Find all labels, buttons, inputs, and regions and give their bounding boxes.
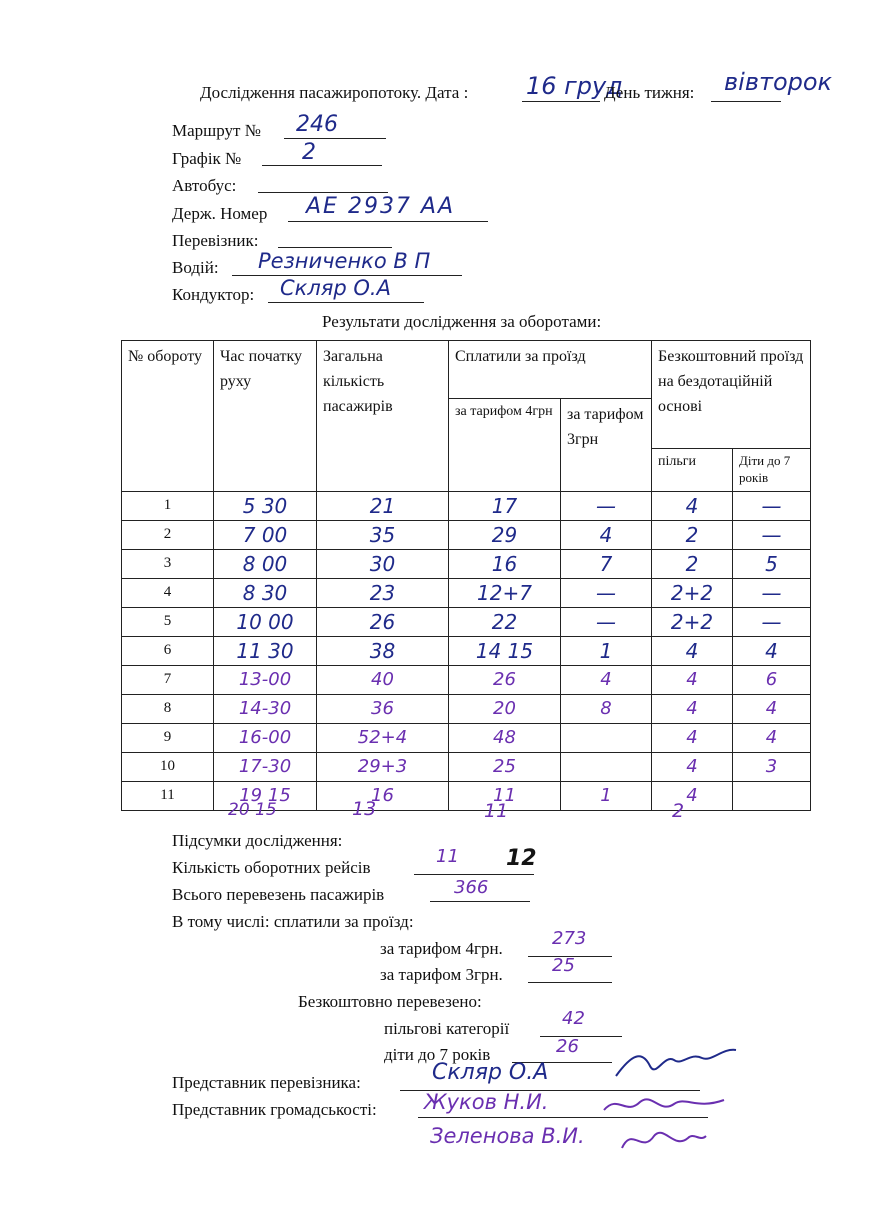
route-underline — [284, 138, 386, 139]
cell-t4: 48 — [449, 723, 561, 752]
cell-n: 11 — [122, 781, 214, 810]
carrier-rep-label: Представник перевізника: — [172, 1073, 361, 1092]
cell-t4: 20 — [449, 694, 561, 723]
cell-total: 40 — [317, 665, 449, 694]
cell-t3: 8 — [561, 694, 652, 723]
cell-n: 6 — [122, 636, 214, 665]
cell-time: 5 30 — [214, 491, 317, 520]
cell-time: 13-00 — [214, 665, 317, 694]
cell-t3: — — [561, 491, 652, 520]
public-rep-signature-2 — [618, 1120, 708, 1160]
cell-children: 4 — [733, 694, 811, 723]
cell-total: 35 — [317, 520, 449, 549]
schedule-value: 2 — [302, 140, 316, 165]
cell-n: 2 — [122, 520, 214, 549]
date-value: 16 груд — [526, 72, 623, 100]
cell-t4: 12+7 — [449, 578, 561, 607]
driver-value: Резниченко В П — [258, 249, 431, 273]
header-paid-4: за тарифом 4грн — [449, 399, 561, 492]
cell-n: 5 — [122, 607, 214, 636]
cell-t3: — — [561, 578, 652, 607]
bus-underline — [258, 192, 388, 193]
cell-benefit: 4 — [652, 491, 733, 520]
cell-total: 52+4 — [317, 723, 449, 752]
children-value: 26 — [556, 1036, 579, 1057]
plate-value: AE 2937 AA — [306, 194, 456, 219]
carrier-rep-signature — [612, 1040, 742, 1090]
cell-benefit: 4 — [652, 781, 733, 810]
schedule-underline — [262, 165, 382, 166]
header-free: Безкоштовний проїзд на бездотаційній основі — [652, 341, 811, 449]
cell-t4: 22 — [449, 607, 561, 636]
cell-t4: 17 — [449, 491, 561, 520]
paid3-value: 25 — [552, 955, 575, 976]
cell-t4: 14 15 — [449, 636, 561, 665]
cell-total: 26 — [317, 607, 449, 636]
cell-t4: 16 — [449, 549, 561, 578]
benefit-underline — [540, 1036, 622, 1037]
table-row — [122, 520, 811, 549]
carrier-label: Перевізник: — [172, 231, 259, 250]
header-free-benefit: пільги — [652, 449, 733, 492]
public-rep-value: Жуков Н.И. — [424, 1090, 549, 1114]
table-row — [122, 723, 811, 752]
children-label: діти до 7 років — [384, 1045, 491, 1064]
free-label: Безкоштовно перевезено: — [298, 992, 482, 1011]
table-row — [122, 549, 811, 578]
summary-title: Підсумки дослідження: — [172, 831, 343, 850]
header-paid: Сплатили за проїзд — [449, 341, 652, 399]
table-row — [122, 636, 811, 665]
table-row — [122, 665, 811, 694]
weekday-label: День тижня: — [604, 83, 695, 102]
cell-time: 19 15 — [214, 781, 317, 810]
total-underline — [430, 901, 530, 902]
cell-children: — — [733, 578, 811, 607]
schedule-label: Графік № — [172, 149, 242, 168]
table-row — [122, 578, 811, 607]
cell-t3: 4 — [561, 665, 652, 694]
extra-benefit: 2 — [672, 800, 685, 822]
total-label: Всього перевезень пасажирів — [172, 885, 385, 904]
trips-value: 11 — [436, 846, 459, 867]
conductor-label: Кондуктор: — [172, 285, 255, 304]
cell-benefit: 4 — [652, 723, 733, 752]
cell-total: 21 — [317, 491, 449, 520]
table-row — [122, 607, 811, 636]
plate-underline — [288, 221, 488, 222]
public-rep-label: Представник громадськості: — [172, 1100, 377, 1119]
cell-time: 10 00 — [214, 607, 317, 636]
cell-benefit: 4 — [652, 665, 733, 694]
cell-t4: 11 — [449, 781, 561, 810]
cell-n: 1 — [122, 491, 214, 520]
cell-t4: 25 — [449, 752, 561, 781]
cell-children: 5 — [733, 549, 811, 578]
cell-benefit: 4 — [652, 636, 733, 665]
bus-label: Автобус: — [172, 176, 237, 195]
table-row — [122, 694, 811, 723]
cell-n: 3 — [122, 549, 214, 578]
cell-time: 7 00 — [214, 520, 317, 549]
carrier-rep-value: Скляр О.А — [432, 1060, 549, 1085]
cell-t3: 4 — [561, 520, 652, 549]
cell-time: 8 00 — [214, 549, 317, 578]
table-row — [122, 491, 811, 520]
cell-total: 16 — [317, 781, 449, 810]
cell-time: 17-30 — [214, 752, 317, 781]
carrier-underline — [278, 247, 392, 248]
extra-time: 20 15 — [228, 800, 277, 820]
cell-benefit: 2+2 — [652, 607, 733, 636]
cell-children — [733, 781, 811, 810]
cell-t3: 7 — [561, 549, 652, 578]
trips-label: Кількість оборотних рейсів — [172, 858, 371, 877]
paid4-value: 273 — [552, 928, 587, 949]
route-value: 246 — [296, 112, 338, 137]
public-rep-value-2: Зеленова В.И. — [430, 1124, 585, 1148]
cell-children: 6 — [733, 665, 811, 694]
cell-t3: 1 — [561, 781, 652, 810]
cell-n: 10 — [122, 752, 214, 781]
cell-total: 36 — [317, 694, 449, 723]
cell-total: 38 — [317, 636, 449, 665]
cell-total: 30 — [317, 549, 449, 578]
cell-children: 4 — [733, 723, 811, 752]
cell-children: — — [733, 491, 811, 520]
cell-benefit: 2 — [652, 549, 733, 578]
trips-underline — [414, 874, 534, 875]
paid3-label: за тарифом 3грн. — [380, 965, 503, 984]
cell-n: 8 — [122, 694, 214, 723]
weekday-underline — [711, 101, 781, 102]
cell-n: 4 — [122, 578, 214, 607]
cell-t3: 1 — [561, 636, 652, 665]
route-label: Маршрут № — [172, 121, 261, 140]
cell-benefit: 4 — [652, 752, 733, 781]
cell-total: 23 — [317, 578, 449, 607]
conductor-value: Скляр О.А — [280, 276, 391, 300]
cell-t4: 29 — [449, 520, 561, 549]
cell-n: 7 — [122, 665, 214, 694]
results-table — [121, 340, 811, 811]
cell-t3 — [561, 752, 652, 781]
benefit-value: 42 — [562, 1008, 585, 1029]
header-paid-3: за тарифом 3грн — [561, 399, 652, 492]
table-row — [122, 752, 811, 781]
header-start-time: Час початку руху — [214, 341, 317, 492]
header-total: Загальна кількість пасажирів — [317, 341, 449, 492]
cell-time: 14-30 — [214, 694, 317, 723]
cell-children: — — [733, 607, 811, 636]
cell-benefit: 2 — [652, 520, 733, 549]
cell-benefit: 4 — [652, 694, 733, 723]
extra-t4: 11 — [484, 800, 509, 822]
cell-children: — — [733, 520, 811, 549]
cell-t3 — [561, 723, 652, 752]
table-title: Результати дослідження за оборотами: — [322, 312, 602, 331]
cell-time: 16-00 — [214, 723, 317, 752]
header-turn-no: № обороту — [122, 341, 214, 492]
date-underline — [522, 101, 600, 102]
plate-label: Держ. Номер — [172, 204, 268, 223]
cell-total: 29+3 — [317, 752, 449, 781]
cell-t3: — — [561, 607, 652, 636]
benefit-label: пільгові категорії — [384, 1019, 510, 1038]
cell-time: 8 30 — [214, 578, 317, 607]
table-row — [122, 781, 811, 810]
cell-t4: 26 — [449, 665, 561, 694]
cell-time: 11 30 — [214, 636, 317, 665]
paid-label: В тому числі: сплатили за проїзд: — [172, 912, 414, 931]
weekday-value: вівторок — [724, 68, 833, 96]
cell-n: 9 — [122, 723, 214, 752]
extra-total: 13 — [352, 798, 377, 820]
cell-benefit: 2+2 — [652, 578, 733, 607]
paid3-underline — [528, 982, 612, 983]
document-title: Дослідження пасажиропотоку. Дата : — [200, 83, 469, 102]
conductor-underline — [268, 302, 424, 303]
cell-children: 3 — [733, 752, 811, 781]
cell-children: 4 — [733, 636, 811, 665]
driver-label: Водій: — [172, 258, 219, 277]
paid4-label: за тарифом 4грн. — [380, 939, 503, 958]
total-value: 366 — [454, 877, 489, 898]
header-free-children: Діти до 7 років — [733, 449, 811, 492]
trips-value-corrected: 12 — [506, 846, 537, 871]
